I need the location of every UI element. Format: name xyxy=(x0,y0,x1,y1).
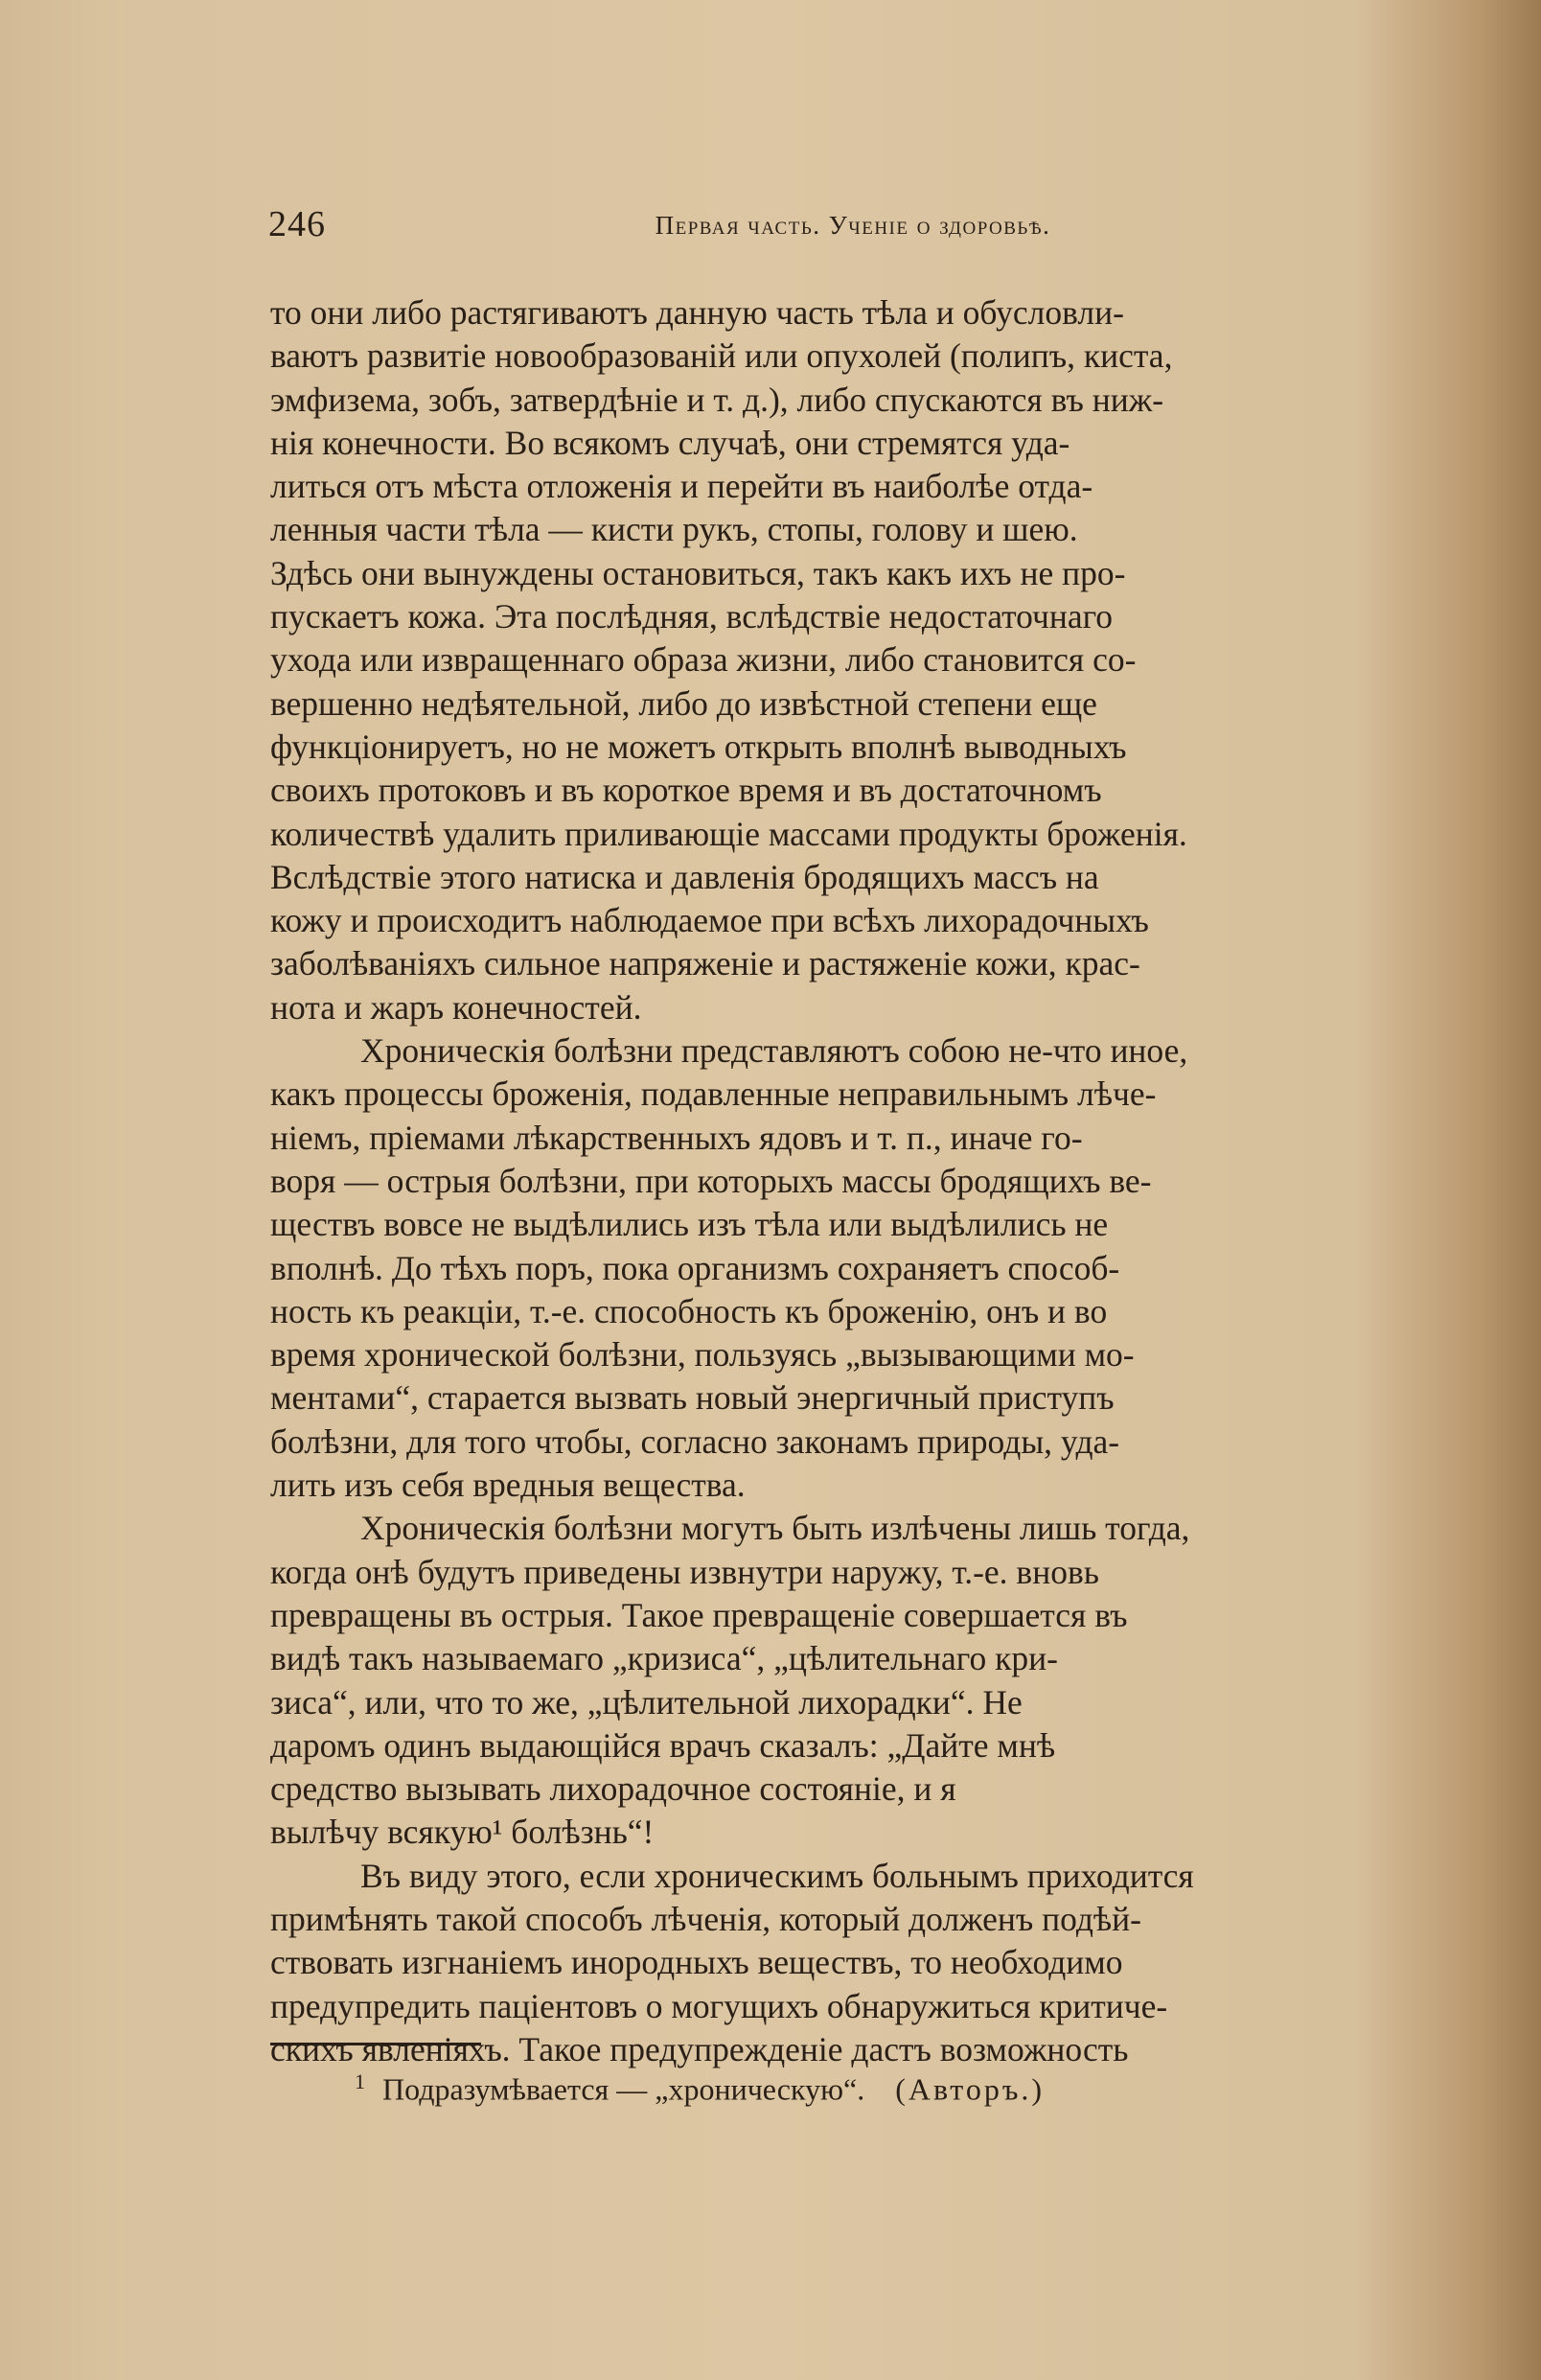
text-line: ность къ реакціи, т.-е. способность къ броженію, онъ и во xyxy=(270,1291,1108,1330)
paragraph xyxy=(270,1507,1382,1854)
text-line: средство вызывать лихорадочное состояніе, и я xyxy=(270,1769,956,1809)
page-header xyxy=(268,203,1380,251)
text-line: какъ процессы броженія, подавленные неправильнымъ лѣче- xyxy=(270,1074,1157,1114)
paragraph xyxy=(270,1029,1382,1507)
footnote-divider xyxy=(270,2043,481,2045)
text-line: вполнѣ. До тѣхъ поръ, пока организмъ сохраняетъ способ- xyxy=(270,1248,1120,1287)
text-line: своихъ протоковъ и въ короткое время и въ достаточномъ xyxy=(270,771,1102,810)
text-line: эмфизема, зобъ, затвердѣніе и т. д.), либо спускаются въ ниж- xyxy=(270,380,1164,419)
text-line: Хроническія болѣзни представляютъ собою не-что иное, xyxy=(360,1031,1188,1071)
text-line: то они либо растягиваютъ данную часть тѣла и обусловли- xyxy=(270,293,1124,332)
text-line: ленныя части тѣла — кисти рукъ, стопы, голову и шею. xyxy=(270,510,1078,549)
text-line: нота и жаръ конечностей. xyxy=(270,987,642,1027)
text-line: воря — острыя болѣзни, при которыхъ массы бродящихъ ве- xyxy=(270,1161,1152,1200)
text-line: ментами“, старается вызвать новый энергичный приступъ xyxy=(270,1378,1115,1418)
running-title: Первая часть. Ученіе о здоровьѣ. xyxy=(655,211,1051,240)
text-line: предупредить паціентовъ о могущихъ обнаружиться критиче- xyxy=(270,1986,1168,2025)
text-line: вылѣчу всякую¹ болѣзнь“! xyxy=(270,1813,655,1852)
text-line: Вслѣдствіе этого натиска и давленія бродящихъ массъ на xyxy=(270,857,1099,896)
text-line: лить изъ себя вредныя вещества. xyxy=(270,1466,746,1505)
text-line: примѣнять такой способъ лѣченія, который долженъ подѣй- xyxy=(270,1899,1141,1938)
text-line: когда онѣ будутъ приведены извнутри наружу, т.-е. вновь xyxy=(270,1552,1099,1591)
text-line: функціонируетъ, но не можетъ открыть вполнѣ выводныхъ xyxy=(270,727,1127,766)
text-line: ществъ вовсе не выдѣлились изъ тѣла или выдѣлились не xyxy=(270,1205,1109,1244)
text-line: время хронической болѣзни, пользуясь „вызывающими мо- xyxy=(270,1335,1135,1375)
text-line: ухода или извращеннаго образа жизни, либо становится со- xyxy=(270,640,1137,680)
body-text xyxy=(270,291,1382,2071)
text-line: ніемъ, пріемами лѣкарственныхъ ядовъ и т. п., иначе го- xyxy=(270,1118,1083,1157)
text-line: пускаетъ кожа. Эта послѣдняя, вслѣдствіе недостаточнаго xyxy=(270,597,1114,636)
text-line: зиса“, или, что то же, „цѣлительной лихорадки“. Не xyxy=(270,1682,1023,1721)
text-line: заболѣваніяхъ сильное напряженіе и растяженіе кожи, крас- xyxy=(270,944,1140,983)
text-line: вершенно недѣятельной, либо до извѣстной степени еще xyxy=(270,683,1097,723)
text-line: болѣзни, для того чтобы, согласно законамъ природы, уда- xyxy=(270,1421,1120,1461)
text-line: литься отъ мѣста отложенія и перейти въ наиболѣе отда- xyxy=(270,467,1093,506)
text-line: кожу и происходитъ наблюдаемое при всѣхъ лихорадочныхъ xyxy=(270,901,1149,940)
text-line: нія конечности. Во всякомъ случаѣ, они стремятся уда- xyxy=(270,423,1070,462)
paragraph xyxy=(270,291,1382,1029)
footnote-attribution: (Авторъ.) xyxy=(895,2071,1046,2107)
footnote-marker: 1 xyxy=(355,2069,365,2093)
paragraph xyxy=(270,1855,1382,2071)
text-line: даромъ одинъ выдающійся врачъ сказалъ: „Дайте мнѣ xyxy=(270,1725,1056,1765)
text-line: Хроническія болѣзни могутъ быть излѣчены лишь тогда, xyxy=(360,1509,1190,1548)
text-line: ствовать изгнаніемъ инородныхъ веществъ, то необходимо xyxy=(270,1943,1123,1982)
text-line: превращены въ острыя. Такое превращеніе совершается въ xyxy=(270,1595,1128,1634)
footnote-text: Подразумѣвается — „хроническую“. xyxy=(382,2071,865,2107)
footnote xyxy=(355,2063,1313,2109)
text-line: Въ виду этого, если хроническимъ больнымъ приходится xyxy=(360,1856,1194,1895)
text-line: ваютъ развитіе новообразованій или опухолей (полипъ, киста, xyxy=(270,336,1173,376)
page-number: 246 xyxy=(268,204,326,244)
text-line: количествѣ удалить приливающіе массами продукты броженія. xyxy=(270,814,1187,853)
text-line: видѣ такъ называемаго „кризиса“, „цѣлительнаго кри- xyxy=(270,1639,1058,1678)
text-line: Здѣсь они вынуждены остановиться, такъ какъ ихъ не про- xyxy=(270,553,1126,592)
text-line: скихъ явленіяхъ. Такое предупрежденіе дастъ возможность xyxy=(270,2029,1129,2068)
